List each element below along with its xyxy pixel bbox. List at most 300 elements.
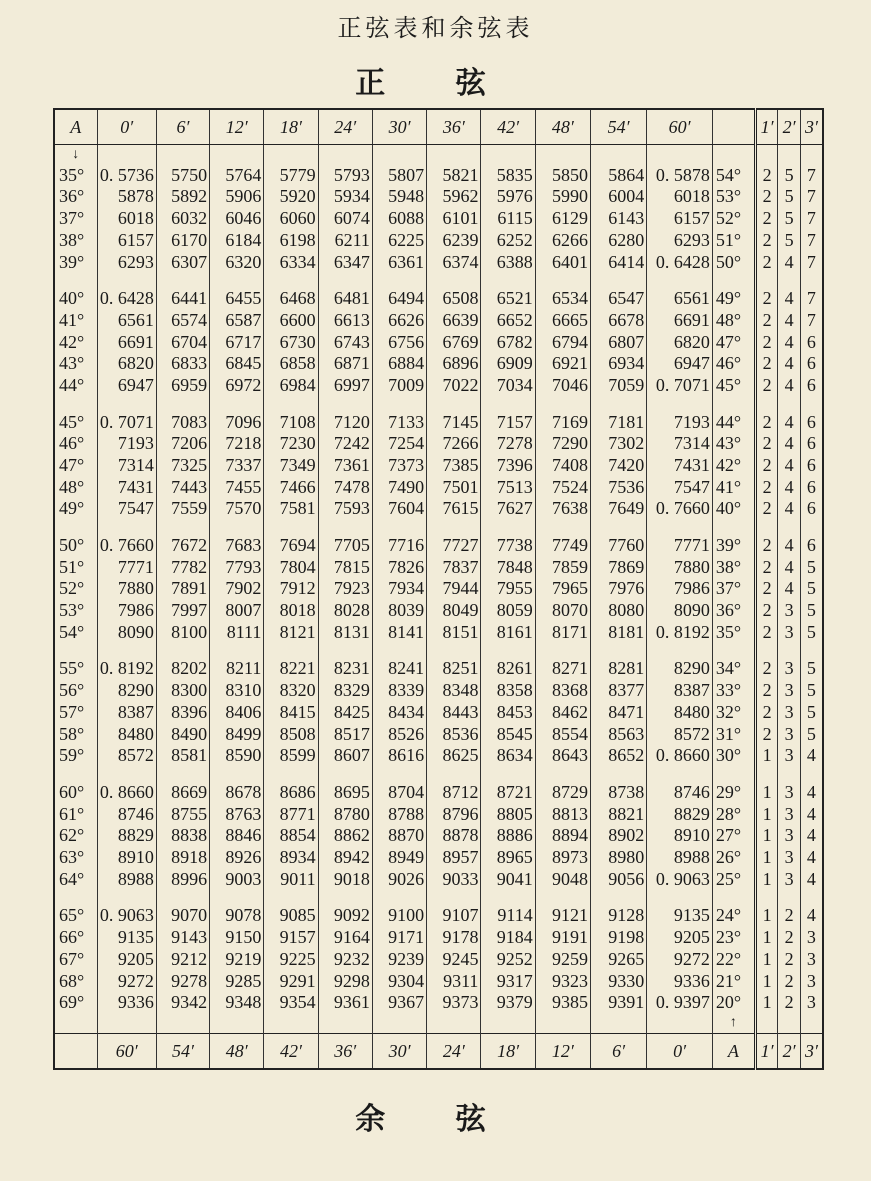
diff-cell: 7 [800, 251, 823, 273]
value-cell: 6845 [210, 353, 264, 375]
value-cell: 8572 [647, 723, 713, 745]
value-cell: 8028 [318, 600, 372, 622]
footer-diff: 2′ [778, 1034, 801, 1070]
angle-cell: 48° [54, 476, 97, 498]
diff-cell: 2 [778, 948, 801, 970]
value-cell: 8100 [156, 621, 209, 643]
diff-cell: 2 [755, 498, 778, 520]
diff-cell: 1 [755, 926, 778, 948]
value-cell: 9164 [318, 926, 372, 948]
spacer-cell [755, 643, 778, 658]
spacer-cell [156, 520, 209, 535]
up-arrow-icon: ↑ [712, 1013, 755, 1033]
value-cell: 8746 [97, 803, 156, 825]
value-cell: 6293 [97, 251, 156, 273]
spacer-cell [755, 145, 778, 165]
value-cell: 9171 [372, 926, 426, 948]
value-cell: 9205 [97, 948, 156, 970]
value-cell: 7157 [481, 411, 535, 433]
value-cell: 8181 [590, 621, 646, 643]
value-cell: 8281 [590, 658, 646, 680]
spacer-cell [97, 396, 156, 411]
value-cell: 7524 [535, 476, 590, 498]
diff-cell: 2 [778, 992, 801, 1014]
value-cell: 7193 [97, 433, 156, 455]
spacer-cell [210, 520, 264, 535]
diff-cell: 3 [778, 723, 801, 745]
value-cell: 7396 [481, 454, 535, 476]
diff-cell: 2 [778, 905, 801, 927]
diff-cell: 1 [755, 803, 778, 825]
value-cell: 7290 [535, 433, 590, 455]
value-cell: 8425 [318, 701, 372, 723]
spacer-cell [535, 273, 590, 288]
complement-angle-cell: 39° [712, 534, 755, 556]
value-cell: 0. 9063 [97, 905, 156, 927]
spacer-cell [97, 643, 156, 658]
spacer-cell [156, 145, 209, 165]
diff-cell: 2 [755, 600, 778, 622]
value-cell: 7649 [590, 498, 646, 520]
table-row [54, 433, 823, 455]
value-cell: 9323 [535, 970, 590, 992]
spacer-cell [372, 1013, 426, 1033]
diff-cell: 3 [800, 926, 823, 948]
value-cell: 6361 [372, 251, 426, 273]
value-cell: 6769 [427, 331, 481, 353]
value-cell: 6884 [372, 353, 426, 375]
angle-cell: 62° [54, 825, 97, 847]
value-cell: 9018 [318, 868, 372, 890]
value-cell: 7466 [264, 476, 318, 498]
table-row [54, 309, 823, 331]
angle-cell: 53° [54, 600, 97, 622]
spacer-cell [372, 890, 426, 905]
value-cell: 6665 [535, 309, 590, 331]
spacer-cell [535, 145, 590, 165]
diff-cell: 4 [778, 578, 801, 600]
spacer-cell [372, 145, 426, 165]
value-cell: 6947 [647, 353, 713, 375]
spacer-cell [590, 890, 646, 905]
complement-angle-cell: 40° [712, 498, 755, 520]
value-cell: 8870 [372, 825, 426, 847]
value-cell: 7826 [372, 556, 426, 578]
diff-cell: 5 [778, 164, 801, 186]
value-cell: 7627 [481, 498, 535, 520]
footer-minute: 60′ [97, 1034, 156, 1070]
value-cell: 8141 [372, 621, 426, 643]
value-cell: 8387 [647, 680, 713, 702]
value-cell: 9265 [590, 948, 646, 970]
table-row [54, 621, 823, 643]
value-cell: 9225 [264, 948, 318, 970]
spacer-cell [535, 396, 590, 411]
value-cell: 6074 [318, 208, 372, 230]
spacer-cell [156, 890, 209, 905]
value-cell: 8415 [264, 701, 318, 723]
spacer-cell [755, 520, 778, 535]
value-cell: 6730 [264, 331, 318, 353]
spacer-cell [318, 145, 372, 165]
table-row [54, 701, 823, 723]
angle-cell: 44° [54, 374, 97, 396]
diff-cell: 3 [778, 825, 801, 847]
value-cell: 7385 [427, 454, 481, 476]
complement-angle-cell: 26° [712, 847, 755, 869]
value-cell: 5920 [264, 186, 318, 208]
value-cell: 6004 [590, 186, 646, 208]
value-cell: 6211 [318, 229, 372, 251]
value-cell: 6468 [264, 287, 318, 309]
diff-cell: 6 [800, 454, 823, 476]
value-cell: 6756 [372, 331, 426, 353]
value-cell: 8934 [264, 847, 318, 869]
value-cell: 8221 [264, 658, 318, 680]
spacer-cell [712, 396, 755, 411]
diff-cell: 6 [800, 411, 823, 433]
value-cell: 7934 [372, 578, 426, 600]
complement-angle-cell: 43° [712, 433, 755, 455]
spacer-cell [264, 145, 318, 165]
value-cell: 8729 [535, 781, 590, 803]
value-cell: 8090 [97, 621, 156, 643]
value-cell: 6704 [156, 331, 209, 353]
value-cell: 7771 [647, 534, 713, 556]
footer-minute: 54′ [156, 1034, 209, 1070]
spacer-cell [712, 145, 755, 165]
complement-angle-cell: 47° [712, 331, 755, 353]
diff-cell: 3 [800, 970, 823, 992]
complement-angle-cell: 48° [712, 309, 755, 331]
angle-cell: 49° [54, 498, 97, 520]
table-row [54, 411, 823, 433]
value-cell: 0. 5878 [647, 164, 713, 186]
value-cell: 8902 [590, 825, 646, 847]
value-cell: 8171 [535, 621, 590, 643]
spacer-cell [156, 767, 209, 782]
value-cell: 7547 [97, 498, 156, 520]
spacer-cell [800, 643, 823, 658]
spacer-cell [590, 520, 646, 535]
sine-cosine-table [53, 108, 824, 1070]
value-cell: 9361 [318, 992, 372, 1014]
spacer-cell [590, 396, 646, 411]
table-row [54, 287, 823, 309]
value-cell: 8545 [481, 723, 535, 745]
angle-cell: 61° [54, 803, 97, 825]
value-cell: 8406 [210, 701, 264, 723]
angle-cell: 52° [54, 578, 97, 600]
value-cell: 9336 [97, 992, 156, 1014]
value-cell: 7314 [97, 454, 156, 476]
diff-cell: 2 [778, 926, 801, 948]
spacer-cell [264, 273, 318, 288]
value-cell: 7373 [372, 454, 426, 476]
value-cell: 8202 [156, 658, 209, 680]
value-cell: 9143 [156, 926, 209, 948]
value-cell: 6639 [427, 309, 481, 331]
spacer-cell [712, 890, 755, 905]
value-cell: 6046 [210, 208, 264, 230]
value-cell: 8251 [427, 658, 481, 680]
spacer-cell [97, 145, 156, 165]
value-cell: 8348 [427, 680, 481, 702]
header-minute: 60′ [647, 109, 713, 145]
header-row [54, 109, 823, 145]
value-cell: 7455 [210, 476, 264, 498]
diff-cell: 3 [778, 781, 801, 803]
diff-cell: 5 [778, 208, 801, 230]
diff-cell: 6 [800, 534, 823, 556]
value-cell: 0. 8660 [647, 745, 713, 767]
complement-angle-cell: 46° [712, 353, 755, 375]
value-cell: 8771 [264, 803, 318, 825]
diff-cell: 2 [755, 723, 778, 745]
spacer-cell [481, 520, 535, 535]
angle-cell: 39° [54, 251, 97, 273]
spacer-cell [800, 890, 823, 905]
complement-angle-cell: 29° [712, 781, 755, 803]
value-cell: 7727 [427, 534, 481, 556]
value-cell: 8151 [427, 621, 481, 643]
diff-cell: 3 [800, 992, 823, 1014]
complement-angle-cell: 23° [712, 926, 755, 948]
page-title: 正弦表和余弦表 [337, 14, 534, 42]
spacer-cell [264, 643, 318, 658]
header-minute: 6′ [156, 109, 209, 145]
value-cell: 6129 [535, 208, 590, 230]
value-cell: 7782 [156, 556, 209, 578]
value-cell: 6678 [590, 309, 646, 331]
value-cell: 8480 [647, 701, 713, 723]
diff-cell: 5 [800, 680, 823, 702]
value-cell: 0. 9397 [647, 992, 713, 1014]
value-cell: 7604 [372, 498, 426, 520]
value-cell: 6347 [318, 251, 372, 273]
value-cell: 9150 [210, 926, 264, 948]
value-cell: 6782 [481, 331, 535, 353]
spacer-cell [97, 520, 156, 535]
value-cell: 8161 [481, 621, 535, 643]
header-minute: 0′ [97, 109, 156, 145]
footer-minute: 48′ [210, 1034, 264, 1070]
spacer-cell [481, 145, 535, 165]
value-cell: 8121 [264, 621, 318, 643]
diff-cell: 4 [778, 411, 801, 433]
table-row [54, 868, 823, 890]
table-row [54, 948, 823, 970]
value-cell: 5892 [156, 186, 209, 208]
diff-cell: 7 [800, 309, 823, 331]
value-cell: 8211 [210, 658, 264, 680]
value-cell: 8581 [156, 745, 209, 767]
table-row [54, 476, 823, 498]
value-cell: 7815 [318, 556, 372, 578]
value-cell: 8310 [210, 680, 264, 702]
value-cell: 8652 [590, 745, 646, 767]
value-cell: 7361 [318, 454, 372, 476]
spacer-cell [264, 520, 318, 535]
value-cell: 6807 [590, 331, 646, 353]
spacer-cell [590, 643, 646, 658]
value-cell: 8443 [427, 701, 481, 723]
header-minute: 12′ [210, 109, 264, 145]
value-cell: 8377 [590, 680, 646, 702]
value-cell: 6547 [590, 287, 646, 309]
value-cell: 7431 [647, 454, 713, 476]
diff-cell: 4 [778, 287, 801, 309]
value-cell: 7672 [156, 534, 209, 556]
table-row [54, 498, 823, 520]
table-row [54, 186, 823, 208]
diff-cell: 4 [778, 251, 801, 273]
value-cell: 7986 [97, 600, 156, 622]
value-cell: 5764 [210, 164, 264, 186]
spacer-cell [647, 1013, 713, 1033]
diff-cell: 3 [778, 847, 801, 869]
value-cell: 6441 [156, 287, 209, 309]
angle-cell: 37° [54, 208, 97, 230]
spacer-cell [210, 767, 264, 782]
value-cell: 8973 [535, 847, 590, 869]
header-minute: 24′ [318, 109, 372, 145]
diff-cell: 4 [800, 803, 823, 825]
value-cell: 8007 [210, 600, 264, 622]
diff-cell: 4 [800, 847, 823, 869]
spacer-cell [481, 767, 535, 782]
value-cell: 8358 [481, 680, 535, 702]
spacer-cell [755, 396, 778, 411]
diff-cell: 7 [800, 229, 823, 251]
value-cell: 7034 [481, 374, 535, 396]
value-cell: 6115 [481, 208, 535, 230]
value-cell: 8894 [535, 825, 590, 847]
value-cell: 9078 [210, 905, 264, 927]
spacer-cell [778, 890, 801, 905]
complement-angle-cell: 21° [712, 970, 755, 992]
sine-heading: 正 弦 [355, 66, 516, 101]
value-cell: 8300 [156, 680, 209, 702]
diff-cell: 2 [755, 251, 778, 273]
footer-minute: 0′ [647, 1034, 713, 1070]
value-cell: 6060 [264, 208, 318, 230]
spacer-cell [210, 396, 264, 411]
value-cell: 8821 [590, 803, 646, 825]
diff-cell: 2 [755, 287, 778, 309]
spacer-cell [800, 145, 823, 165]
value-cell: 8695 [318, 781, 372, 803]
value-cell: 6934 [590, 353, 646, 375]
value-cell: 8387 [97, 701, 156, 723]
table-row [54, 353, 823, 375]
header-diff: 2′ [778, 109, 801, 145]
value-cell: 9259 [535, 948, 590, 970]
value-cell: 7408 [535, 454, 590, 476]
value-cell: 8453 [481, 701, 535, 723]
spacer-cell [647, 520, 713, 535]
value-cell: 0. 5736 [97, 164, 156, 186]
value-cell: 8918 [156, 847, 209, 869]
angle-cell: 35° [54, 164, 97, 186]
value-cell: 5850 [535, 164, 590, 186]
spacer-cell [590, 767, 646, 782]
footer-angle-label: A [712, 1034, 755, 1070]
value-cell: 9354 [264, 992, 318, 1014]
value-cell: 8231 [318, 658, 372, 680]
value-cell: 6691 [647, 309, 713, 331]
value-cell: 8271 [535, 658, 590, 680]
spacer-cell [264, 1013, 318, 1033]
footer-minute: 36′ [318, 1034, 372, 1070]
value-cell: 6561 [97, 309, 156, 331]
diff-cell: 6 [800, 374, 823, 396]
diff-cell: 7 [800, 287, 823, 309]
angle-cell: 45° [54, 411, 97, 433]
value-cell: 7108 [264, 411, 318, 433]
value-cell: 9191 [535, 926, 590, 948]
spacer-cell [755, 1013, 778, 1033]
diff-cell: 2 [755, 701, 778, 723]
spacer-cell [800, 1013, 823, 1033]
header-minute: 36′ [427, 109, 481, 145]
group-spacer [54, 273, 823, 288]
complement-angle-cell: 44° [712, 411, 755, 433]
value-cell: 7242 [318, 433, 372, 455]
diff-cell: 2 [755, 309, 778, 331]
complement-angle-cell: 35° [712, 621, 755, 643]
value-cell: 8829 [647, 803, 713, 825]
diff-cell: 4 [778, 498, 801, 520]
value-cell: 9128 [590, 905, 646, 927]
value-cell: 9291 [264, 970, 318, 992]
spacer-cell [481, 1013, 535, 1033]
complement-angle-cell: 41° [712, 476, 755, 498]
value-cell: 6691 [97, 331, 156, 353]
value-cell: 9212 [156, 948, 209, 970]
value-cell: 7848 [481, 556, 535, 578]
spacer-cell [318, 396, 372, 411]
angle-cell: 40° [54, 287, 97, 309]
value-cell: 8678 [210, 781, 264, 803]
spacer-cell [54, 396, 97, 411]
value-cell: 7046 [535, 374, 590, 396]
diff-cell: 2 [755, 658, 778, 680]
value-cell: 8368 [535, 680, 590, 702]
table-row [54, 534, 823, 556]
spacer-cell [778, 396, 801, 411]
angle-cell: 69° [54, 992, 97, 1014]
spacer-cell [210, 890, 264, 905]
spacer-cell [427, 396, 481, 411]
value-cell: 6494 [372, 287, 426, 309]
spacer-cell [590, 273, 646, 288]
value-cell: 7837 [427, 556, 481, 578]
value-cell: 8838 [156, 825, 209, 847]
value-cell: 8949 [372, 847, 426, 869]
spacer-cell [264, 890, 318, 905]
diff-cell: 4 [778, 534, 801, 556]
value-cell: 7022 [427, 374, 481, 396]
table-row [54, 454, 823, 476]
diff-cell: 6 [800, 353, 823, 375]
value-cell: 8329 [318, 680, 372, 702]
value-cell: 8625 [427, 745, 481, 767]
value-cell: 0. 9063 [647, 868, 713, 890]
value-cell: 7302 [590, 433, 646, 455]
spacer-cell [54, 767, 97, 782]
value-cell: 7760 [590, 534, 646, 556]
